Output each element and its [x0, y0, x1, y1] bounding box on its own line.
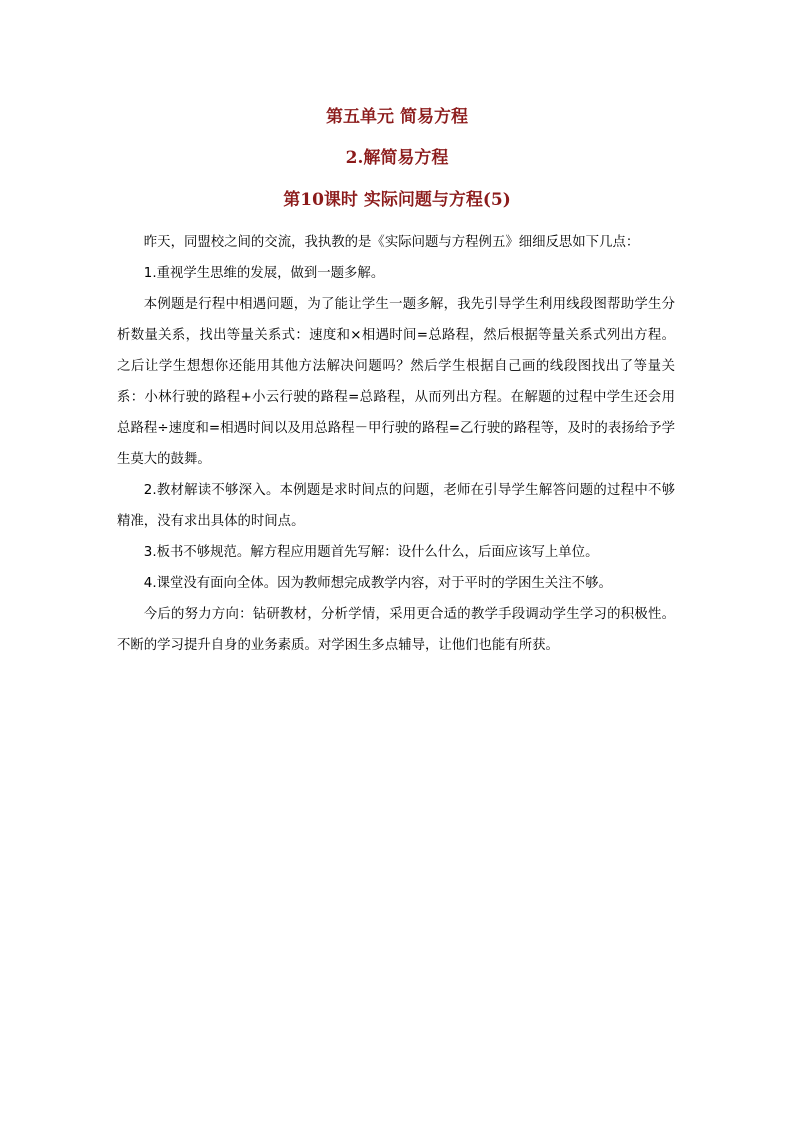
reflection-body: [117, 227, 675, 661]
paragraph-point-4: 4.课堂没有面向全体。因为教师想完成教学内容，对于平时的学困生关注不够。: [143, 576, 612, 591]
unit-title: 第五单元 简易方程: [326, 107, 468, 127]
paragraph-intro: 昨天，同盟校之间的交流，我执教的是《实际问题与方程例五》细细反思如下几点：: [143, 235, 640, 250]
paragraph-point-2: 2.教材解读不够深入。本例题是求时间点的问题，老师在引导学生解答问题的过程中不够精准，没有求出具体的时间点。: [117, 483, 675, 529]
paragraph-future-direction: 今后的努力方向：钻研教材，分析学情，采用更合适的教学手段调动学生学习的积极性。不断的学习提升自身的业务素质。对学困生多点辅导，让他们也能有所获。: [117, 607, 675, 653]
lesson-title: 第10课时 实际问题与方程(5): [283, 190, 511, 210]
section-title: 2.解简易方程: [345, 148, 449, 168]
paragraph-point-3: 3.板书不够规范。解方程应用题首先写解：设什么什么，后面应该写上单位。: [143, 545, 599, 560]
paragraph-point-1: 1.重视学生思维的发展，做到一题多解。: [143, 266, 385, 281]
paragraph-example-analysis: 本例题是行程中相遇问题，为了能让学生一题多解，我先引导学生利用线段图帮助学生分析数量关系，找出等量关系式：速度和×相遇时间=总路程，然后根据等量关系式列出方程。之后让学生想想你还能用其他方法解决问题吗？然后学生根据自己画的线段图找出了等量关系：小林行驶的路程+小云行驶的路程=总路程，从而列出方程。在解题的过程中学生还会用总路程÷速度和=相遇时间以及用总路程－甲行驶的路程=乙行驶的路程等，及时的表扬给予学生莫大的鼓舞。: [117, 297, 675, 467]
